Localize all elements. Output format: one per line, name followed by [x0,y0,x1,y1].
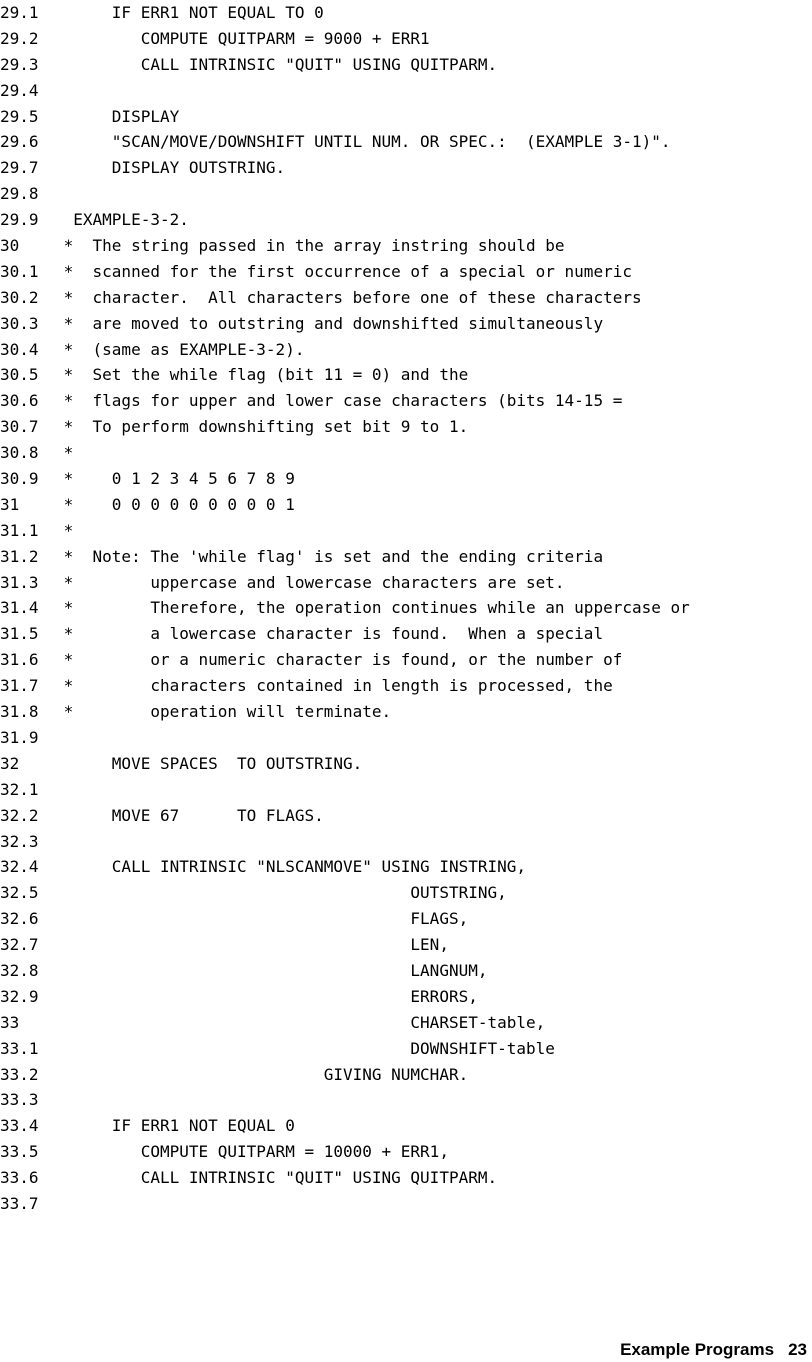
code-line [0,1036,812,1062]
code-text: * 0 0 0 0 0 0 0 0 0 1 [54,494,295,514]
code-line [0,440,812,466]
code-text: OUTSTRING, [54,883,507,903]
code-text: CALL INTRINSIC "QUIT" USING QUITPARM. [54,54,498,74]
code-line [0,52,812,78]
code-line [0,26,812,52]
code-line [0,518,812,544]
code-line [0,932,812,958]
code-text: FLAGS, [54,909,469,929]
line-number: 30.5 [0,365,39,385]
line-number: 30.4 [0,339,39,359]
footer-section-title: Example Programs [620,1340,775,1359]
line-number: 33.4 [0,1116,39,1136]
line-number: 32.4 [0,857,39,877]
code-text: CHARSET-table, [54,1012,546,1032]
code-text: EXAMPLE-3-2. [54,210,189,230]
line-number: 29.6 [0,132,39,152]
line-number: 30.2 [0,287,39,307]
code-line [0,1010,812,1036]
line-number: 32.6 [0,909,39,929]
code-line [0,492,812,518]
code-text: * or a numeric character is found, or the number of [54,650,623,670]
code-line [0,673,812,699]
line-number: 29.3 [0,54,39,74]
line-number: 29.5 [0,106,39,126]
code-line [0,621,812,647]
code-line [0,751,812,777]
code-text: * operation will terminate. [54,702,392,722]
line-number: 31.6 [0,650,39,670]
code-text: LEN, [54,935,449,955]
code-line [0,854,812,880]
line-number: 29.4 [0,80,39,100]
line-number: 30.1 [0,261,39,281]
line-number: 31.4 [0,598,39,618]
code-line [0,880,812,906]
line-number: 31.8 [0,702,39,722]
line-number: 31.5 [0,624,39,644]
code-text: * Therefore, the operation continues while an uppercase or [54,598,690,618]
line-number: 29.9 [0,210,39,230]
code-line [0,414,812,440]
code-line [0,259,812,285]
code-line [0,466,812,492]
code-line [0,647,812,673]
line-number: 31.2 [0,546,39,566]
line-number: 33 [0,1012,20,1032]
code-text: * 0 1 2 3 4 5 6 7 8 9 [54,469,295,489]
code-text: * [54,520,74,540]
code-line [0,155,812,181]
code-text: * characters contained in length is processed, the [54,676,613,696]
code-line [0,595,812,621]
code-text: "SCAN/MOVE/DOWNSHIFT UNTIL NUM. OR SPEC.: (EXAMPLE 3-1)". [54,132,671,152]
line-number: 33.3 [0,1090,39,1110]
code-line [0,362,812,388]
code-text: * a lowercase character is found. When a special [54,624,604,644]
code-text: * [54,443,74,463]
line-number: 32.1 [0,779,39,799]
code-text: * Note: The 'while flag' is set and the ending criteria [54,546,604,566]
code-text: CALL INTRINSIC "NLSCANMOVE" USING INSTRING, [54,857,527,877]
line-number: 33.7 [0,1193,39,1213]
line-number: 31.9 [0,727,39,747]
code-line [0,958,812,984]
code-line [0,285,812,311]
code-line [0,829,812,855]
code-text: DISPLAY [54,106,180,126]
code-line [0,544,812,570]
code-text: MOVE 67 TO FLAGS. [54,805,324,825]
page-footer [620,1340,807,1360]
line-number: 33.1 [0,1038,39,1058]
code-text: * To perform downshifting set bit 9 to 1. [54,417,469,437]
code-line [0,0,812,26]
line-number: 31.1 [0,520,39,540]
code-line [0,129,812,155]
code-line [0,337,812,363]
code-line [0,1139,812,1165]
line-number: 31.7 [0,676,39,696]
code-line [0,78,812,104]
code-text: LANGNUM, [54,960,488,980]
line-number: 29.1 [0,3,39,22]
code-line [0,207,812,233]
code-text: * character. All characters before one of these characters [54,287,642,307]
line-number: 30.8 [0,443,39,463]
line-number: 30.3 [0,313,39,333]
code-line [0,311,812,337]
line-number: 32.7 [0,935,39,955]
line-number: 32.9 [0,986,39,1006]
line-number: 31 [0,494,20,514]
code-line [0,1113,812,1139]
code-text: GIVING NUMCHAR. [54,1064,469,1084]
line-number: 30.9 [0,469,39,489]
code-text: DISPLAY OUTSTRING. [54,158,286,178]
code-text: * uppercase and lowercase characters are set. [54,572,565,592]
code-line [0,233,812,259]
line-number: 33.2 [0,1064,39,1084]
code-line [0,1165,812,1191]
line-number: 31.3 [0,572,39,592]
line-number: 32 [0,753,20,773]
code-text: IF ERR1 NOT EQUAL TO 0 [54,3,324,22]
line-number: 29.7 [0,158,39,178]
code-text: DOWNSHIFT-table [54,1038,555,1058]
code-line [0,803,812,829]
code-line [0,906,812,932]
code-text: * Set the while flag (bit 11 = 0) and the [54,365,469,385]
line-number: 29.8 [0,184,39,204]
line-number: 32.8 [0,960,39,980]
code-line [0,104,812,130]
code-text: IF ERR1 NOT EQUAL 0 [54,1116,295,1136]
code-line [0,725,812,751]
line-number: 33.6 [0,1168,39,1188]
code-line [0,570,812,596]
code-line [0,388,812,414]
line-number: 32.2 [0,805,39,825]
line-number: 30.6 [0,391,39,411]
code-text: COMPUTE QUITPARM = 10000 + ERR1, [54,1142,449,1162]
line-number: 30 [0,236,20,256]
line-number: 32.5 [0,883,39,903]
code-text: * (same as EXAMPLE-3-2). [54,339,305,359]
code-text: * are moved to outstring and downshifted simultaneously [54,313,604,333]
code-text: CALL INTRINSIC "QUIT" USING QUITPARM. [54,1168,498,1188]
page-number: 23 [788,1340,807,1359]
line-number: 29.2 [0,28,39,48]
code-text: * The string passed in the array instring should be [54,236,565,256]
line-number: 32.3 [0,831,39,851]
line-number: 30.7 [0,417,39,437]
code-line [0,1062,812,1088]
code-text: * scanned for the first occurrence of a special or numeric [54,261,632,281]
code-text: COMPUTE QUITPARM = 9000 + ERR1 [54,28,430,48]
line-number: 33.5 [0,1142,39,1162]
code-text: MOVE SPACES TO OUTSTRING. [54,753,363,773]
code-line [0,181,812,207]
code-line [0,1191,812,1217]
code-line [0,777,812,803]
code-line [0,1087,812,1113]
code-text: * flags for upper and lower case characters (bits 14-15 = [54,391,623,411]
code-line [0,699,812,725]
code-line [0,984,812,1010]
code-text: ERRORS, [54,986,478,1006]
